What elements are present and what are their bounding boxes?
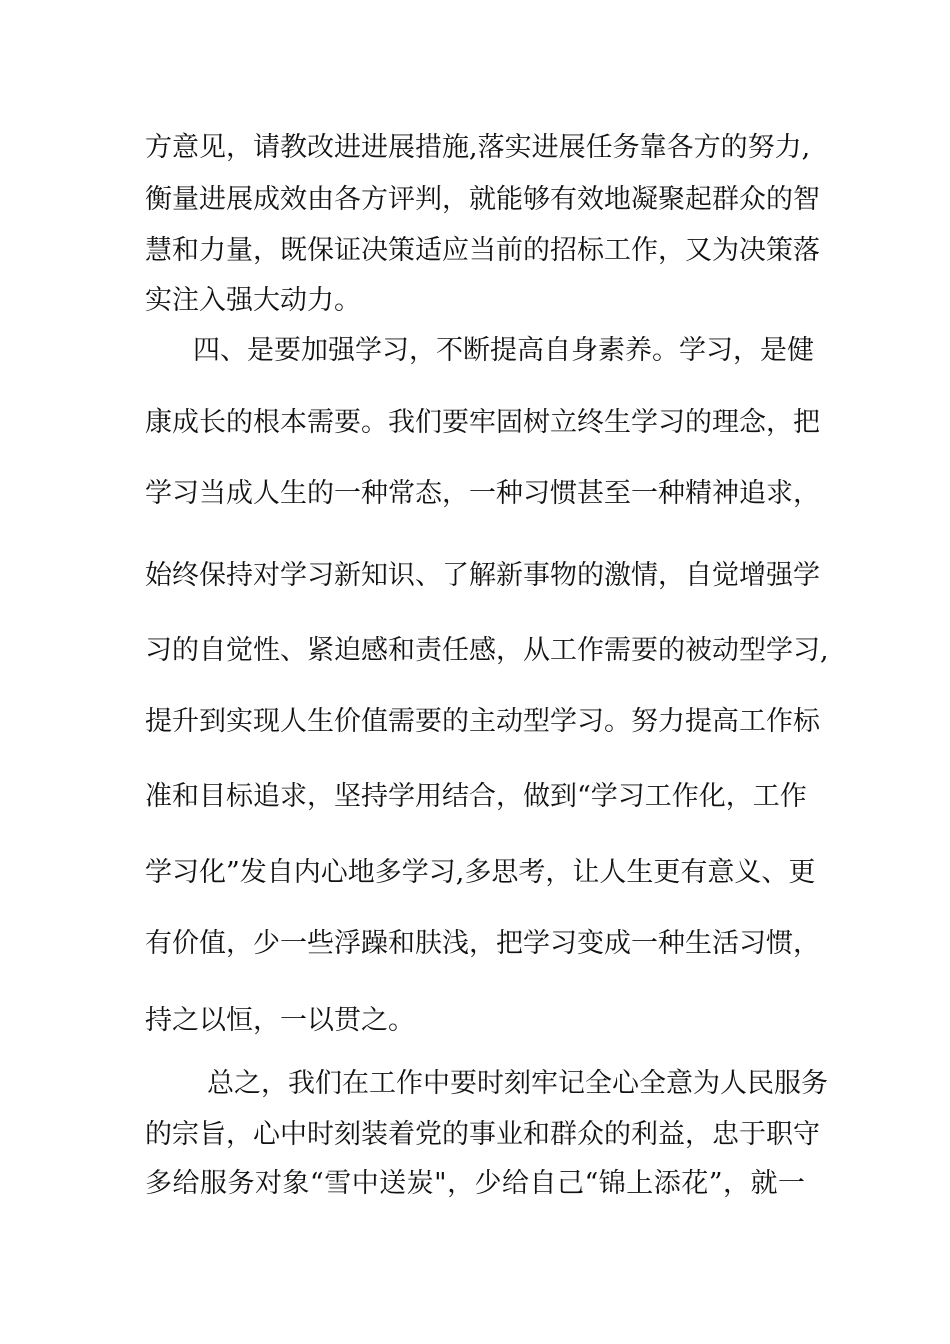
text-line: 多给服务对象“雪中送炭"，少给自己“锦上添花”，就一 — [145, 1168, 805, 1199]
paragraph-start-line: 总之，我们在工作中要时刻牢记全心全意为人民服务 — [207, 1068, 828, 1099]
text-line: 慧和力量，既保证决策适应当前的招标工作，又为决策落 — [145, 235, 820, 266]
text-line: 始终保持对学习新知识、了解新事物的激情，自觉增强学 — [145, 560, 820, 591]
text-line: 康成长的根本需要。我们要牢固树立终生学习的理念，把 — [145, 407, 820, 438]
text-line: 学习当成人生的一种常态，一种习惯甚至一种精神追求， — [145, 478, 820, 509]
paragraph-start-line: 四、是要加强学习，不断提高自身素养。学习，是健 — [193, 335, 814, 366]
text-line: 准和目标追求，坚持学用结合，做到“学习工作化，工作 — [145, 781, 807, 812]
text-line: 方意见，请教改进进展措施,落实进展任务靠各方的努力, — [145, 132, 811, 163]
text-line: 学习化”发自内心地多学习,多思考，让人生更有意义、更 — [145, 857, 816, 888]
text-line: 提升到实现人生价值需要的主动型学习。努力提高工作标 — [145, 706, 820, 737]
text-line: 持之以恒，一以贯之。 — [145, 1005, 415, 1036]
text-line: 的宗旨，心中时刻装着党的事业和群众的利益，忠于职守 — [145, 1119, 820, 1150]
text-line: 衡量进展成效由各方评判，就能够有效地凝聚起群众的智 — [145, 184, 820, 215]
text-line: 有价值，少一些浮躁和肤浅，把学习变成一种生活习惯， — [145, 928, 820, 959]
text-line: 实注入强大动力。 — [145, 285, 361, 316]
text-line: 习的自觉性、紧迫感和责任感，从工作需要的被动型学习, — [145, 635, 829, 666]
